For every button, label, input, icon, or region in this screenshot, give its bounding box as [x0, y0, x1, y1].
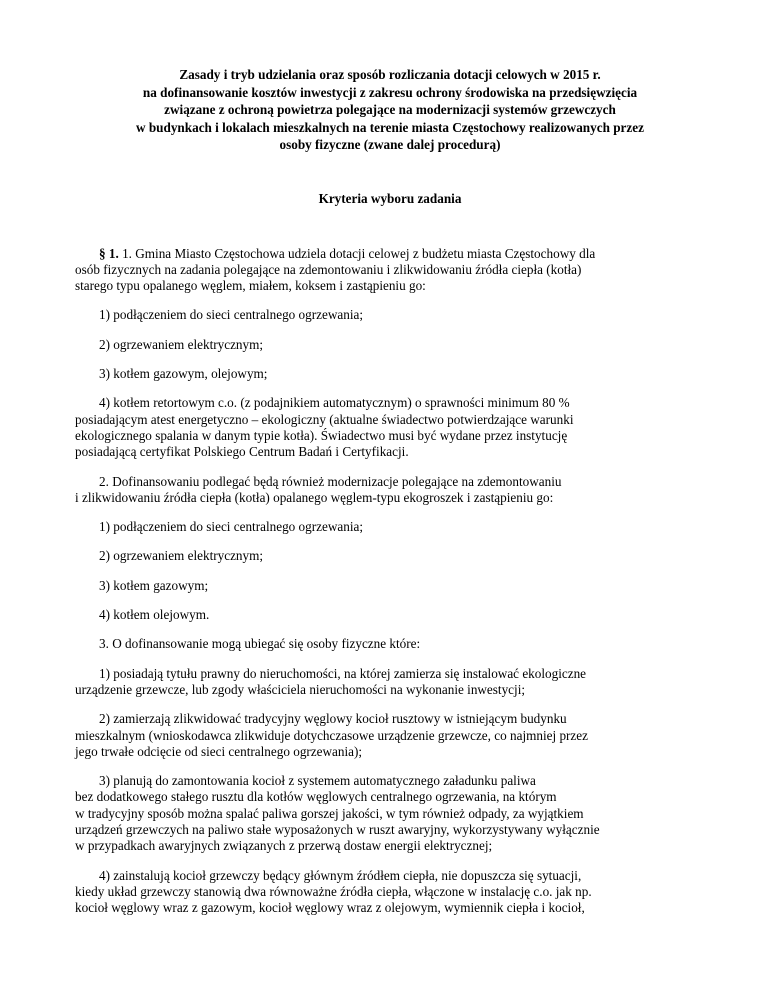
- paragraph-line: osób fizycznych na zadania polegające na zdemontowaniu i zlikwidowaniu źródła ciepła (kotła): [75, 261, 582, 277]
- list-item-text: 4) kotłem retortowym c.o. (z podajnikiem automatycznym) o sprawności minimum 80 %: [99, 395, 570, 411]
- list-item-text: 4) zainstalują kocioł grzewczy będący głównym źródłem ciepła, nie dopuszcza się sytuacji,: [99, 867, 582, 883]
- section-heading: Kryteria wyboru zadania: [318, 190, 462, 206]
- list-item: [75, 548, 705, 564]
- list-item-text: kiedy układ grzewczy stanowią dwa równoważne źródła ciepła, włączone w instalację c.o. jak np.: [75, 883, 592, 899]
- list-item-text: jego trwałe odcięcie od sieci centralnego ogrzewania);: [75, 743, 363, 759]
- list-item-text: posiadającą certyfikat Polskiego Centrum Badań i Certyfikacji.: [75, 444, 409, 460]
- list-item: [75, 395, 705, 460]
- list-item-text: 1) podłączeniem do sieci centralnego ogrzewania;: [99, 307, 363, 323]
- section-marker: § 1.: [99, 245, 119, 261]
- list-item-text: 2) ogrzewaniem elektrycznym;: [99, 548, 264, 564]
- list-item: [75, 366, 705, 382]
- list-item-text: w przypadkach awaryjnych związanych z przerwą dostaw energii elektrycznej;: [75, 838, 493, 854]
- title-line: Zasady i tryb udzielania oraz sposób rozliczania dotacji celowych w 2015 r.: [179, 67, 601, 82]
- list-item-text: 2) ogrzewaniem elektrycznym;: [99, 336, 264, 352]
- list-item: [75, 519, 705, 535]
- list-item-text: 4) kotłem olejowym.: [99, 607, 210, 623]
- list-item: [75, 666, 705, 699]
- list-item: [75, 578, 705, 594]
- list-item: [75, 307, 705, 323]
- title-line: osoby fizyczne (zwane dalej procedurą): [279, 137, 501, 153]
- list-item-text: 3) planują do zamontowania kocioł z systemem automatycznego załadunku paliwa: [99, 773, 536, 789]
- list-item-text: urządzenie grzewcze, lub zgody właściciela nieruchomości na wykonanie inwestycji;: [75, 681, 526, 697]
- paragraph-line: i zlikwidowaniu źródła ciepła (kotła) opalanego węglem-typu ekogroszek i zastąpieniu go:: [75, 489, 554, 505]
- title-line: w budynkach i lokalach mieszkalnych na terenie miasta Częstochowy realizowanych przez: [136, 119, 644, 135]
- document-page: [75, 66, 705, 916]
- list-item: [75, 337, 705, 353]
- list-item-text: posiadającym atest energetyczno – ekologiczny (aktualne świadectwo potwierdzające warunki: [75, 411, 574, 427]
- list-item: [75, 868, 705, 917]
- list-item-text: 3) kotłem gazowym, olejowym;: [99, 366, 268, 382]
- list-item-text: bez dodatkowego stałego rusztu dla kotłów węglowych centralnego ogrzewania, na którym: [75, 789, 557, 805]
- title-line: związane z ochroną powietrza polegające na modernizacji systemów grzewczych: [164, 102, 616, 118]
- paragraph-text: 1. Gmina Miasto Częstochowa udziela dotacji celowej z budżetu miasta Częstochowy dla: [118, 245, 596, 261]
- list-item-text: kocioł węglowy wraz z gazowym, kocioł węglowy wraz z olejowym, wymiennik ciepła i kocioł,: [75, 900, 585, 916]
- document-title: [75, 66, 705, 154]
- list-item-text: urządzeń grzewczych na paliwo stałe wyposażonych w ruszt awaryjny, wykorzystywany wyłącznie: [75, 821, 600, 837]
- paragraph-line: [75, 246, 705, 262]
- list-item-text: 3) kotłem gazowym;: [99, 577, 209, 593]
- paragraph-line: 2. Dofinansowaniu podlegać będą również modernizacje polegające na zdemontowaniu: [99, 473, 562, 489]
- list-item-text: 2) zamierzają zlikwidować tradycyjny węglowy kocioł rusztowy w istniejącym budynku: [99, 711, 567, 727]
- list-item-text: mieszkalnym (wnioskodawca zlikwiduje dotychczasowe urządzenie grzewcze, co najmniej przez: [75, 727, 588, 743]
- paragraph-3: [75, 636, 705, 652]
- paragraph-line: 3. O dofinansowanie mogą ubiegać się osoby fizyczne które:: [99, 636, 421, 652]
- list-item-text: w tradycyjny sposób można spalać paliwa gorszej jakości, w tym również odpady, za wyjątkiem: [75, 805, 584, 821]
- list-item-text: 1) podłączeniem do sieci centralnego ogrzewania;: [99, 519, 363, 535]
- title-line: na dofinansowanie kosztów inwestycji z zakresu ochrony środowiska na przedsięwzięcia: [142, 84, 638, 100]
- list-item-text: ekologicznego spalania w danym typie kotła). Świadectwo musi być wydane przez instytucję: [75, 427, 568, 443]
- paragraph-line: starego typu opalanego węglem, miałem, koksem i zastąpieniu go:: [75, 278, 426, 294]
- paragraph-1: [75, 246, 705, 295]
- list-item: [75, 711, 705, 760]
- list-item: [75, 607, 705, 623]
- paragraph-2: [75, 474, 705, 507]
- list-item: [75, 773, 705, 854]
- list-item-text: 1) posiadają tytułu prawny do nieruchomości, na której zamierza się instalować ekologiczne: [99, 665, 587, 681]
